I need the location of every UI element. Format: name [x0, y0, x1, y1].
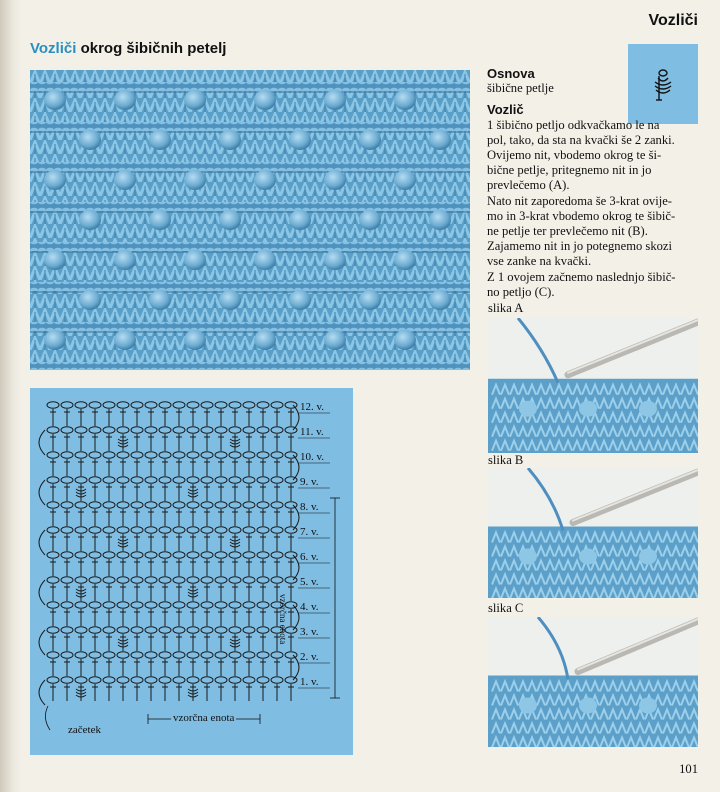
crochet-chart-svg	[30, 388, 353, 755]
page-title-rest: okrog šibičnih petelj	[76, 40, 227, 57]
page-number: 101	[679, 762, 698, 776]
knot-line: mo in 3-krat vbodemo okrog te šibič-	[487, 208, 676, 223]
row-label: 2. v.	[300, 651, 319, 663]
knot-heading: Vozlič	[487, 102, 524, 118]
photo-a	[488, 318, 698, 453]
row-label: 8. v.	[300, 501, 319, 513]
page-gutter	[0, 0, 22, 792]
row-label: 3. v.	[300, 626, 319, 638]
knitted-fabric-image	[30, 70, 470, 370]
caption-c: slika C	[488, 601, 524, 615]
knot-line: prevlečemo (A).	[487, 178, 570, 193]
photo-a-image	[488, 318, 698, 453]
repeat-label: vzorčna enota	[278, 594, 288, 645]
row-label: 1. v.	[300, 676, 319, 688]
start-label: začetek	[68, 724, 101, 736]
row-label: 4. v.	[300, 601, 319, 613]
caption-b: slika B	[488, 453, 524, 467]
row-label: 5. v.	[300, 576, 319, 588]
crochet-chart	[30, 388, 353, 755]
base-heading: Osnova	[487, 66, 535, 81]
photo-c-image	[488, 617, 698, 747]
knot-line: Ovijemo nit, vbodemo okrog te ši-	[487, 148, 662, 163]
base-text: šibične petlje	[487, 81, 554, 96]
row-label: 6. v.	[300, 551, 319, 563]
knot-line: no petljo (C).	[487, 284, 555, 299]
row-label: 11. v.	[300, 426, 324, 438]
photo-b	[488, 468, 698, 598]
knot-line: vse zanke na kvački.	[487, 254, 592, 269]
page-title-first-word: Vozliči	[30, 40, 77, 57]
knot-line: 1 šibično petljo odkvačkamo le na	[487, 117, 660, 132]
knot-line: Z 1 ovojem začnemo naslednjo šibič-	[487, 269, 676, 284]
row-label: 9. v.	[300, 476, 319, 488]
unit-label: vzorčna enota	[173, 712, 235, 724]
knot-line: pol, tako, da sta na kvački še 2 zanki.	[487, 132, 675, 147]
knot-line: Nato nit zaporedoma še 3-krat ovije-	[487, 193, 672, 208]
photo-b-image	[488, 468, 698, 598]
caption-a: slika A	[488, 301, 524, 315]
instructions	[487, 66, 697, 300]
knot-line: Zajamemo nit in jo potegnemo skozi	[487, 239, 673, 254]
chapter-title: Vozliči	[648, 12, 698, 29]
knot-line: ne petlje ter prevlečemo nit (B).	[487, 224, 648, 239]
stitch-sample-photo	[30, 70, 470, 370]
page-title	[30, 40, 226, 57]
row-label: 10. v.	[300, 451, 325, 463]
row-label: 12. v.	[300, 401, 325, 413]
knot-line: bične petlje, pritegnemo nit in jo	[487, 163, 652, 178]
photo-c	[488, 617, 698, 747]
row-label: 7. v.	[300, 526, 319, 538]
